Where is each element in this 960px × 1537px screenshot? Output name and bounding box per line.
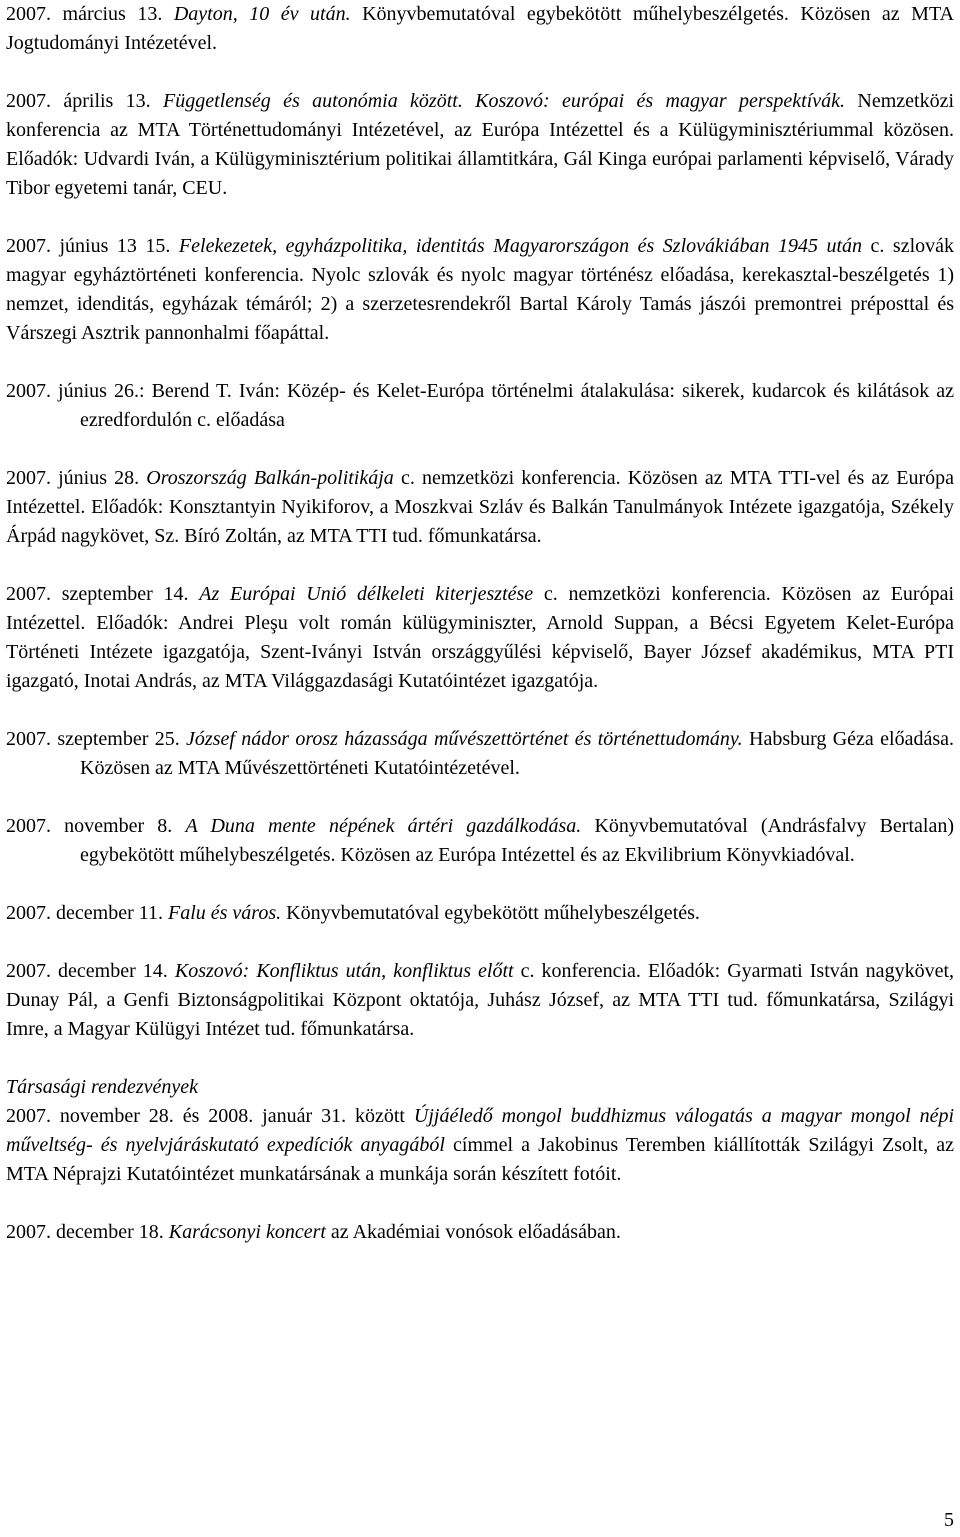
- event-date: 2007. szeptember 25.: [6, 728, 180, 750]
- event-date: 2007. március 13.: [6, 3, 163, 25]
- event-text: c. nemzetközi konferencia. Közösen az Európai Intézettel. Előadók: Andrei Pleşu volt román külügyminiszter, Arnold Suppan, a Bécsi Egyetem Kelet-Európa Történeti Intézete igazgatója, Szent-Iványi István országgyűlési képviselő, Bayer József akadémikus, MTA PTI igazgató, Inotai András, az MTA Világgazdasági Kutatóintézet igazgatója.: [6, 583, 955, 692]
- event-title: A Duna mente népének ártéri gazdálkodása.: [185, 815, 582, 837]
- event-entry: [6, 725, 954, 783]
- event-title: Dayton, 10 év után.: [173, 3, 351, 25]
- event-title: Az Európai Unió délkeleti kiterjesztése: [199, 583, 534, 605]
- event-title: Karácsonyi koncert: [168, 1221, 326, 1243]
- event-entry: [6, 232, 954, 348]
- event-date: 2007. november 8.: [6, 815, 173, 837]
- event-title: Oroszország Balkán-politikája: [146, 467, 394, 489]
- event-text: az Akadémiai vonósok előadásában.: [330, 1221, 621, 1243]
- event-date: 2007. június 13 15.: [6, 235, 171, 257]
- event-text: Könyvbemutatóval egybekötött műhelybeszélgetés.: [286, 902, 700, 924]
- event-entry: [6, 899, 954, 928]
- event-date: 2007. november 28. és 2008. január 31. között: [6, 1105, 405, 1127]
- event-title: József nádor orosz házassága művészettörténet és történettudomány.: [186, 728, 743, 750]
- event-title: Koszovó: Konfliktus után, konfliktus előtt: [174, 960, 514, 982]
- event-title: Függetlenség és autonómia között. Koszovó: európai és magyar perspektívák.: [163, 90, 846, 112]
- event-text: Berend T. Iván: Közép- és Kelet-Európa történelmi átalakulása: sikerek, kudarcok és kilátások az ezredfordulón c. előadása: [80, 380, 954, 431]
- event-text: Habsburg Géza előadása. Közösen az MTA Művészettörténeti Kutatóintézetével.: [80, 728, 954, 779]
- event-title: Újjáéledő mongol buddhizmus válogatás a magyar mongol népi műveltség- és nyelvjáráskutató expedíciók anyagából: [6, 1105, 955, 1156]
- event-entry: [6, 0, 954, 58]
- event-text: c. szlovák magyar egyháztörténeti konferencia. Nyolc szlovák és nyolc magyar történész előadása, kerekasztal-beszélgetés 1) nemzet, idenditás, egyházak témáról; 2) a szerzetesrendekről Bartal Károly Tamás jászói premontrei préposttal és Várszegi Asztrik pannonhalmi főapáttal.: [6, 235, 955, 344]
- event-date: 2007. június 26.:: [6, 380, 145, 402]
- document-page: [6, 0, 954, 1247]
- section-heading: Társasági rendezvények: [6, 1076, 198, 1098]
- event-entry: [6, 464, 954, 551]
- event-title: Falu és város.: [167, 902, 282, 924]
- event-date: 2007. december 11.: [6, 902, 163, 924]
- event-date: 2007. december 14.: [6, 960, 168, 982]
- social-event-entry: [6, 1102, 954, 1189]
- event-entry: [6, 957, 954, 1044]
- event-entry: [6, 812, 954, 870]
- event-entry: [6, 87, 954, 203]
- event-text: Könyvbemutatóval egybekötött műhelybeszélgetés. Közösen az MTA Jogtudományi Intézetével.: [6, 3, 955, 54]
- page-number: 5: [944, 1509, 954, 1531]
- event-text: Könyvbemutatóval (Andrásfalvy Bertalan) egybekötött műhelybeszélgetés. Közösen az Európa Intézettel és az Ekvilibrium Könyvkiadóval.: [80, 815, 954, 866]
- event-text: c. nemzetközi konferencia. Közösen az MTA TTI-vel és az Európa Intézettel. Előadók: Konsztantyin Nyikiforov, a Moszkvai Szláv és Balkán Tanulmányok Intézete igazgatója, Székely Árpád nagykövet, Sz. Bíró Zoltán, az MTA TTI tud. főmunkatársa.: [6, 467, 955, 547]
- event-entry: [6, 377, 954, 435]
- event-text: címmel a Jakobinus Teremben kiállították Szilágyi Zsolt, az MTA Néprajzi Kutatóintézet munkatársának a munkája során készített fotóit.: [6, 1134, 954, 1185]
- event-text: Nemzetközi konferencia az MTA Történettudományi Intézetével, az Európa Intézettel és a Külügyminisztériummal közösen. Előadók: Udvardi Iván, a Külügyminisztérium politikai államtitkára, Gál Kinga európai parlamenti képviselő, Várady Tibor egyetemi tanár, CEU.: [6, 90, 955, 199]
- social-event-entry: [6, 1218, 954, 1247]
- event-entry: [6, 580, 954, 696]
- event-date: 2007. június 28.: [6, 467, 140, 489]
- event-date: 2007. december 18.: [6, 1221, 164, 1243]
- event-title: Felekezetek, egyházpolitika, identitás Magyarországon és Szlovákiában 1945 után: [178, 235, 863, 257]
- event-date: 2007. április 13.: [6, 90, 151, 112]
- event-date: 2007. szeptember 14.: [6, 583, 189, 605]
- event-text: c. konferencia. Előadók: Gyarmati István nagykövet, Dunay Pál, a Genfi Biztonságpolitikai Központ oktatója, Juhász József, az MTA TTI tud. főmunkatársa, Szilágyi Imre, a Magyar Külügyi Intézet tud. főmunkatársa.: [6, 960, 954, 1040]
